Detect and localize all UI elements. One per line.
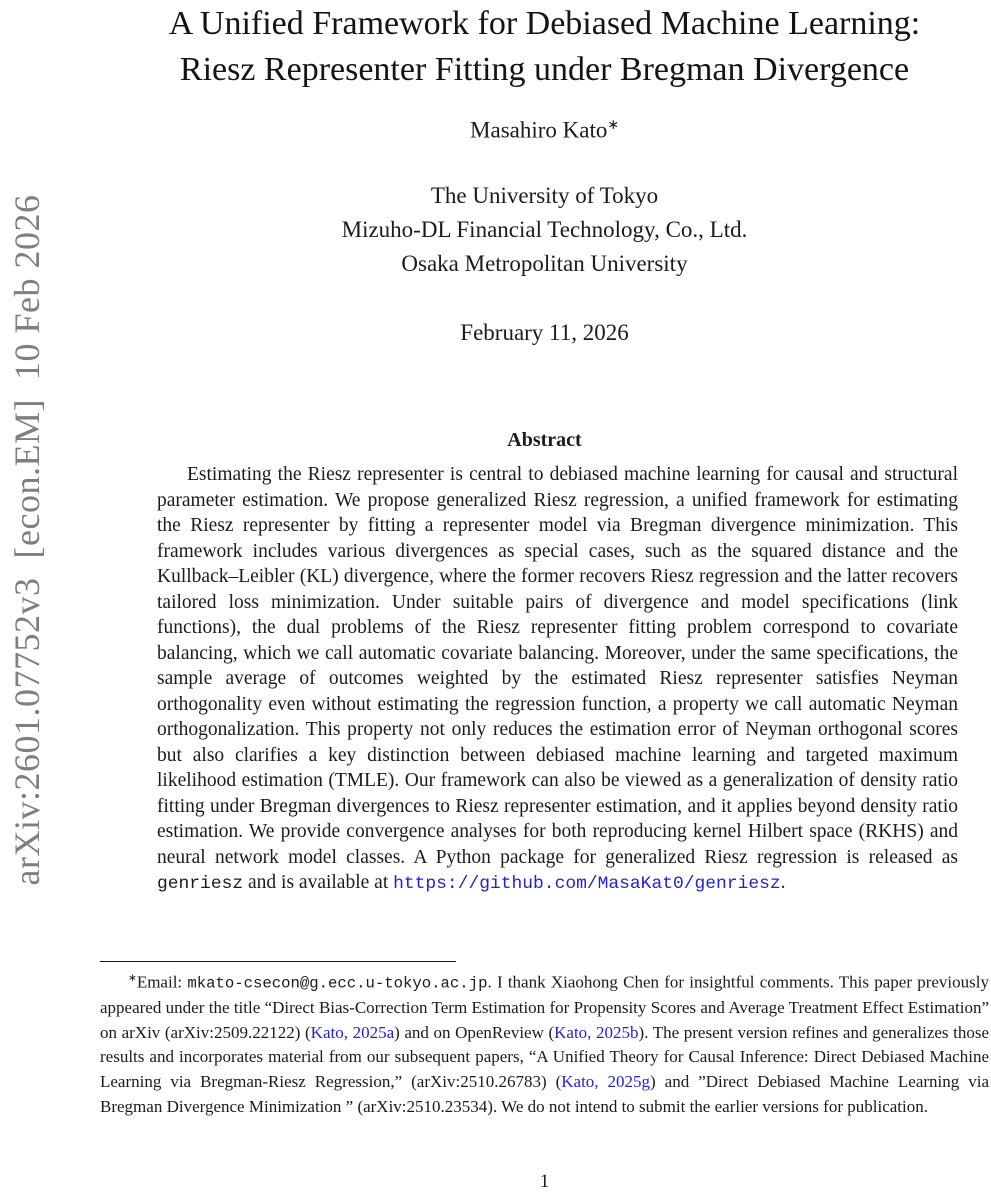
text-segment: .	[780, 872, 786, 893]
author-footnote-marker[interactable]: ∗	[607, 117, 619, 132]
title-line-2: Riesz Representer Fitting under Bregman Divergence	[179, 51, 910, 88]
title-line-1: A Unified Framework for Debiased Machine Learning:	[168, 5, 921, 42]
text-segment: Estimating the Riesz representer is central to debiased machine learning for causal and structural parameter estimation. We propose generalized Riesz regression, a unified framework for estimating the Riesz representer by fitting a representer model via Bregman divergence minimization. This framework includes various divergences as special cases, such as the squared distance and the Kullback–Leibler (KL) divergence, where the former recovers Riesz regression and the latter recovers tailored loss minimization. Under suitable pairs of divergence and model specifications (link functions), the dual problems of the Riesz representer fitting problem correspond to covariate balancing, which we call automatic covariate balancing. Moreover, under the same specifications, the sample average of outcomes weighted by the estimated Riesz representer satisfies Neyman orthogonality even without estimating the regression function, a property we call automatic Neyman orthogonalization. This property not only reduces the estimation error of Neyman orthogonal scores but also clarifies a key distinction between debiased machine learning and targeted maximum likelihood estimation (TMLE). Our framework can also be viewed as a generalization of density ratio fitting under Bregman divergences to Riesz representer estimation, and it applies beyond density ratio estimation. We provide convergence analyses for both reproducing kernel Hilbert space (RKHS) and neural network model classes. A Python package for generalized Riesz regression is released as	[157, 464, 958, 868]
citation-link[interactable]: Kato, 2025b	[554, 1022, 639, 1042]
text-segment: ) and on OpenReview (	[394, 1022, 555, 1042]
affiliation-line: Osaka Metropolitan University	[401, 251, 688, 276]
abstract-heading: Abstract	[507, 429, 582, 451]
affiliation-line: The University of Tokyo	[430, 183, 659, 208]
affiliations	[100, 179, 989, 281]
abstract-body	[157, 462, 958, 898]
citation-link[interactable]: Kato, 2025g	[561, 1072, 651, 1092]
url-link[interactable]: https://github.com/MasaKat0/genriesz	[393, 874, 781, 894]
text-segment: ) and ”Direct Debiased Machine Learning via Bregman Divergence Minimization ” (arXiv:2510.23534). We do not intend to submit the earlier versions for publication.	[100, 1072, 989, 1116]
text-segment: and is available at	[243, 872, 394, 893]
arxiv-watermark: arXiv:2601.07752v3 [econ.EM] 10 Feb 2026	[7, 194, 47, 886]
text-segment: ). The present version refines and generalizes those results and incorporates material from our subsequent papers, “A Unified Theory for Causal Inference: Direct Debiased Machine Learning via Bregman-Riesz Regression,” (arXiv:2510.26783) (	[100, 1022, 990, 1092]
text-segment: . I thank Xiaohong Chen for insightful comments. This paper previously appeared under the title “Direct Bias-Correction Term Estimation for Propensity Scores and Average Treatment Effect Estimation” on arXiv (arXiv:2509.22122) (	[100, 972, 989, 1042]
footnote-marker: ∗	[128, 973, 137, 984]
mono-text: mkato-csecon@g.ecc.u-tokyo.ac.jp	[187, 974, 488, 993]
page-number: 1	[539, 1171, 550, 1192]
mono-text: genriesz	[157, 874, 244, 894]
footnote-body	[100, 967, 989, 1119]
text-segment: Email:	[136, 972, 188, 992]
footnote-rule	[100, 961, 456, 962]
paper-title	[100, 1, 989, 93]
citation-link[interactable]: Kato, 2025a	[310, 1022, 395, 1042]
author-name-text: Masahiro Kato	[470, 117, 608, 143]
author-name	[100, 117, 989, 144]
paper-date: February 11, 2026	[460, 320, 629, 345]
affiliation-line: Mizuho-DL Financial Technology, Co., Ltd.	[341, 217, 748, 242]
paper-content	[100, 0, 989, 1200]
